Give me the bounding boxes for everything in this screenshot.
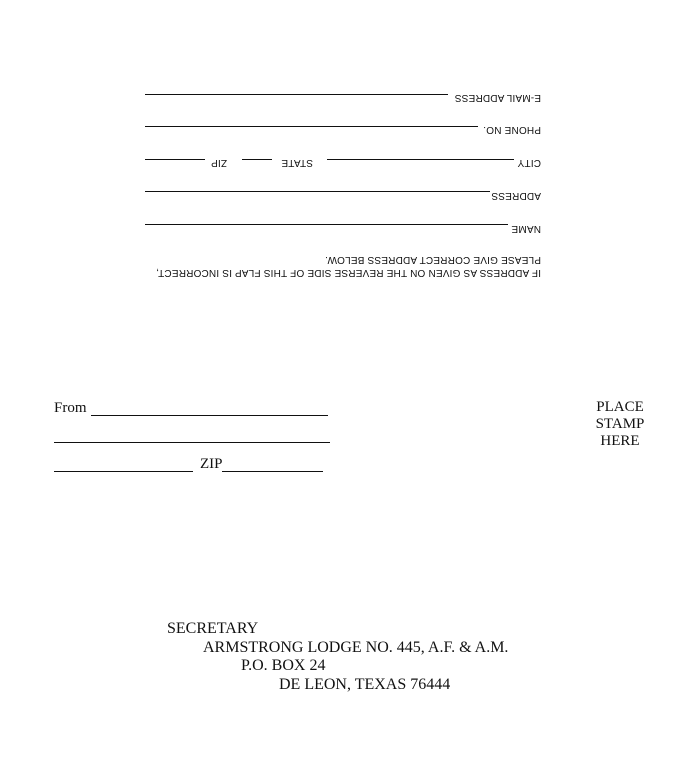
- email-field-line[interactable]: [145, 94, 448, 95]
- flap-instruction-line2: PLEASE GIVE CORRECT ADDRESS BELOW.: [324, 254, 541, 265]
- address-label: ADDRESS: [491, 190, 541, 201]
- from-zip-label: ZIP: [200, 456, 223, 472]
- recipient-line1: SECRETARY: [167, 620, 259, 637]
- stamp-line1: PLACE: [596, 399, 644, 415]
- from-city-line[interactable]: [54, 471, 193, 472]
- from-label: From: [54, 400, 87, 416]
- state-label: STATE: [281, 157, 313, 168]
- from-street-line[interactable]: [54, 442, 330, 443]
- address-field-line[interactable]: [145, 191, 490, 192]
- city-label: CITY: [517, 157, 541, 168]
- recipient-line2: ARMSTRONG LODGE NO. 445, A.F. & A.M.: [203, 639, 509, 656]
- stamp-placement: [588, 399, 652, 450]
- from-zip-line[interactable]: [222, 471, 323, 472]
- stamp-line3: HERE: [600, 433, 640, 449]
- address-correction-flap: [0, 0, 700, 300]
- zip-field-line[interactable]: [145, 159, 205, 160]
- stamp-line2: STAMP: [595, 416, 645, 432]
- name-label: NAME: [511, 223, 541, 234]
- phone-field-line[interactable]: [145, 126, 478, 127]
- state-field-line[interactable]: [242, 159, 272, 160]
- from-name-line[interactable]: [91, 415, 328, 416]
- zip-label: ZIP: [210, 157, 227, 168]
- phone-label: PHONE NO.: [483, 124, 541, 135]
- flap-instruction-line1: IF ADDRESS AS GIVEN ON THE REVERSE SIDE OF THIS FLAP IS INCORRECT,: [156, 267, 541, 278]
- city-field-line[interactable]: [327, 159, 514, 160]
- recipient-line3: P.O. BOX 24: [241, 657, 326, 674]
- recipient-line4: DE LEON, TEXAS 76444: [279, 676, 451, 693]
- name-field-line[interactable]: [145, 224, 508, 225]
- email-label: E-MAIL ADDRESS: [454, 92, 541, 103]
